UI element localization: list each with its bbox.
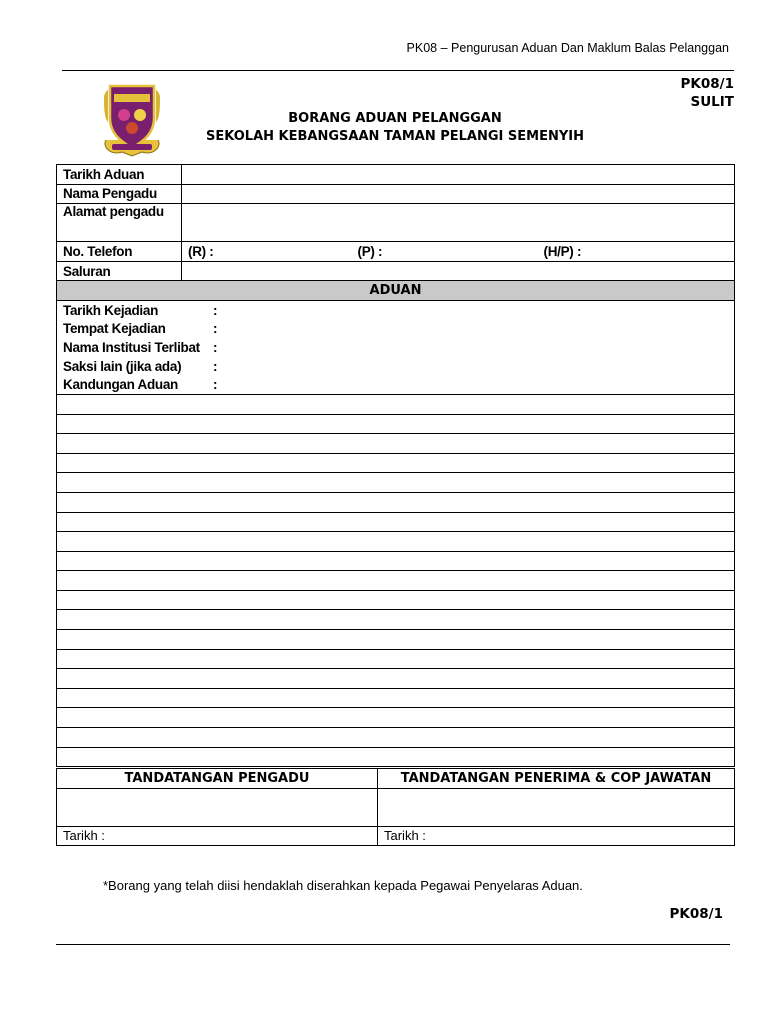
- complaint-content-line[interactable]: [57, 708, 735, 728]
- complainant-signature-label: TANDATANGAN PENGADU: [57, 769, 378, 789]
- form-code: PK08/1: [680, 76, 734, 92]
- complaint-content-line[interactable]: [57, 610, 735, 630]
- complaint-content-line[interactable]: [57, 394, 735, 414]
- complaint-content-line[interactable]: [57, 512, 735, 532]
- complaint-content-line[interactable]: [57, 453, 735, 473]
- channel-label: Saluran: [57, 261, 182, 281]
- complaint-section-header: ADUAN: [57, 281, 735, 301]
- receiver-sign-date[interactable]: Tarikh :: [378, 826, 735, 846]
- complaint-content-line[interactable]: [57, 669, 735, 689]
- signature-block: [56, 768, 735, 846]
- complaint-content-line[interactable]: [57, 728, 735, 748]
- complaint-content-line[interactable]: [57, 688, 735, 708]
- complainant-name-field[interactable]: [182, 184, 735, 204]
- complaint-field-label: Tarikh Kejadian: [63, 302, 159, 318]
- complainant-address-field[interactable]: [182, 204, 735, 242]
- complaint-content-line[interactable]: [57, 630, 735, 650]
- complaint-field-row[interactable]: [57, 320, 735, 339]
- form-title: BORANG ADUAN PELANGGAN: [288, 111, 502, 126]
- phone-label: No. Telefon: [57, 242, 182, 262]
- complaint-details: [56, 301, 735, 767]
- receiver-signature-label: TANDATANGAN PENERIMA & COP JAWATAN: [378, 769, 735, 789]
- complaint-field-separator: :: [213, 358, 218, 374]
- submission-note: *Borang yang telah diisi hendaklah diserahkan kepada Pegawai Penyelaras Aduan.: [103, 878, 583, 893]
- complaint-field-separator: :: [213, 321, 218, 337]
- complaint-content-line[interactable]: [57, 649, 735, 669]
- classification-label: SULIT: [690, 94, 734, 110]
- complaint-content-line[interactable]: [57, 590, 735, 610]
- complaint-content-line[interactable]: [57, 473, 735, 493]
- complaint-field-row[interactable]: [57, 357, 735, 376]
- phone-mobile-field[interactable]: (H/P) :: [538, 242, 735, 262]
- footer-form-code: PK08/1: [669, 906, 723, 922]
- complaint-date-label: Tarikh Aduan: [57, 165, 182, 185]
- complaint-field-row[interactable]: [57, 338, 735, 357]
- complaint-content-line[interactable]: [57, 492, 735, 512]
- complaint-field-label: Saksi lain (jika ada): [63, 358, 182, 374]
- phone-home-field[interactable]: (R) :: [182, 242, 352, 262]
- complaint-field-separator: :: [213, 377, 218, 393]
- complaint-form: [56, 164, 735, 767]
- running-header: PK08 – Pengurusan Aduan Dan Maklum Balas Pelanggan: [406, 41, 729, 55]
- complaint-content-line[interactable]: [57, 551, 735, 571]
- complaint-content-line[interactable]: [57, 414, 735, 434]
- complaint-date-field[interactable]: [182, 165, 735, 185]
- channel-field[interactable]: [182, 261, 735, 281]
- complainant-sign-date[interactable]: Tarikh :: [57, 826, 378, 846]
- header-rule: [62, 70, 734, 71]
- school-name: SEKOLAH KEBANGSAAN TAMAN PELANGI SEMENYIH: [206, 129, 584, 144]
- complaint-field-label: Kandungan Aduan: [63, 377, 178, 393]
- complaint-content-line[interactable]: [57, 532, 735, 552]
- complaint-field-label: Nama Institusi Terlibat: [63, 339, 200, 355]
- complaint-field-separator: :: [213, 302, 218, 318]
- complaint-content-line[interactable]: [57, 571, 735, 591]
- footer-rule: [56, 944, 730, 945]
- receiver-signature-field[interactable]: [378, 788, 735, 826]
- phone-office-field[interactable]: (P) :: [352, 242, 538, 262]
- complaint-field-row[interactable]: [57, 375, 735, 394]
- complaint-field-row[interactable]: [57, 301, 735, 320]
- complainant-address-label: Alamat pengadu: [57, 204, 182, 242]
- complaint-field-label: Tempat Kejadian: [63, 321, 166, 337]
- complaint-content-line[interactable]: [57, 747, 735, 767]
- complainant-name-label: Nama Pengadu: [57, 184, 182, 204]
- complaint-field-separator: :: [213, 339, 218, 355]
- complainant-signature-field[interactable]: [57, 788, 378, 826]
- complaint-content-line[interactable]: [57, 434, 735, 454]
